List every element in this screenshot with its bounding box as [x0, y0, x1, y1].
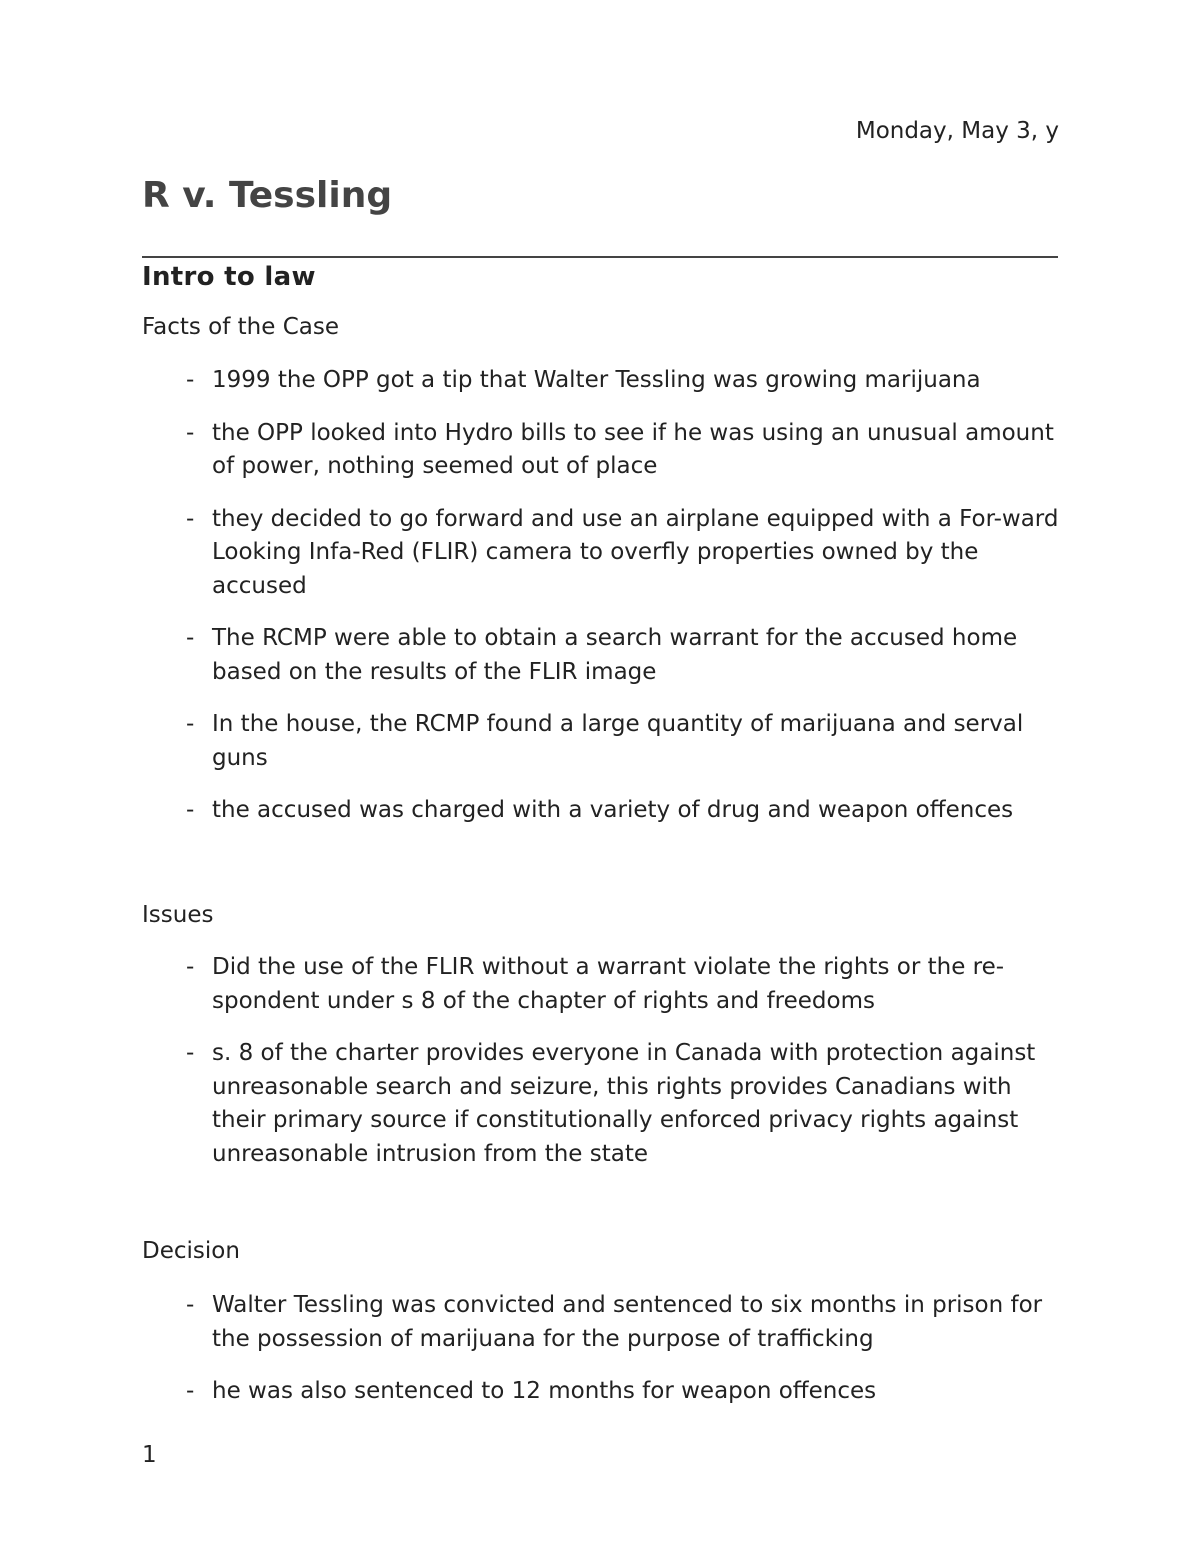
bullet-dash: -	[186, 1040, 195, 1066]
decision-list	[142, 1289, 1062, 1428]
section-heading-decision: Decision	[142, 1238, 240, 1264]
list-item-text: Did the use of the FLIR without a warrant violate the rights or the re-spondent under s 8 of the chapter of rights and freedoms	[212, 954, 1005, 1014]
list-item-text: s. 8 of the charter provides everyone in Canada with protection against unreasonable search and seizure, this rights provides Canadians with their primary source if constitutionally enforced privacy rights against unreasonable intrusion from the state	[212, 1040, 1036, 1167]
list-item-text: 1999 the OPP got a tip that Walter Tessling was growing marijuana	[212, 367, 981, 393]
bullet-dash: -	[186, 1378, 195, 1404]
bullet-dash: -	[186, 419, 195, 446]
list-item-text: the accused was charged with a variety of drug and weapon offences	[212, 797, 1014, 823]
list-item	[142, 364, 1062, 398]
document-date: Monday, May 3, y	[855, 118, 1059, 144]
bullet-dash: -	[186, 505, 195, 532]
list-item-text: The RCMP were able to obtain a search warrant for the accused home based on the results of the FLIR image	[212, 625, 1018, 685]
bullet-dash: -	[186, 711, 195, 737]
title-divider	[142, 256, 1058, 258]
issues-list	[142, 951, 1062, 1190]
list-item	[142, 794, 1062, 828]
bullet-dash: -	[186, 954, 195, 980]
list-item	[142, 951, 1062, 1018]
page-subtitle: Intro to law	[142, 262, 316, 292]
list-item	[142, 503, 1062, 604]
list-item	[142, 1037, 1062, 1171]
list-item	[142, 708, 1062, 775]
list-item	[142, 622, 1062, 689]
page-title: R v. Tessling	[142, 175, 393, 216]
list-item	[142, 1289, 1062, 1356]
list-item	[142, 1375, 1062, 1409]
facts-list	[142, 364, 1062, 847]
bullet-dash: -	[186, 797, 195, 823]
list-item-text: they decided to go forward and use an airplane equipped with a For-ward Looking Infa-Red (FLIR) camera to overfly properties owned by the accused	[212, 505, 1059, 599]
page-number: 1	[142, 1442, 157, 1468]
list-item-text: In the house, the RCMP found a large quantity of marijuana and serval guns	[212, 711, 1024, 771]
list-item-text: he was also sentenced to 12 months for weapon offences	[212, 1378, 877, 1404]
bullet-dash: -	[186, 367, 195, 393]
bullet-dash: -	[186, 1292, 195, 1318]
section-heading-facts: Facts of the Case	[142, 314, 339, 340]
list-item-text: Walter Tessling was convicted and sentenced to six months in prison for the possession of marijuana for the purpose of trafficking	[212, 1292, 1043, 1352]
list-item-text: the OPP looked into Hydro bills to see if he was using an unusual amount of power, nothing seemed out of place	[212, 419, 1054, 479]
bullet-dash: -	[186, 625, 195, 651]
section-heading-issues: Issues	[142, 902, 214, 928]
list-item	[142, 417, 1062, 484]
